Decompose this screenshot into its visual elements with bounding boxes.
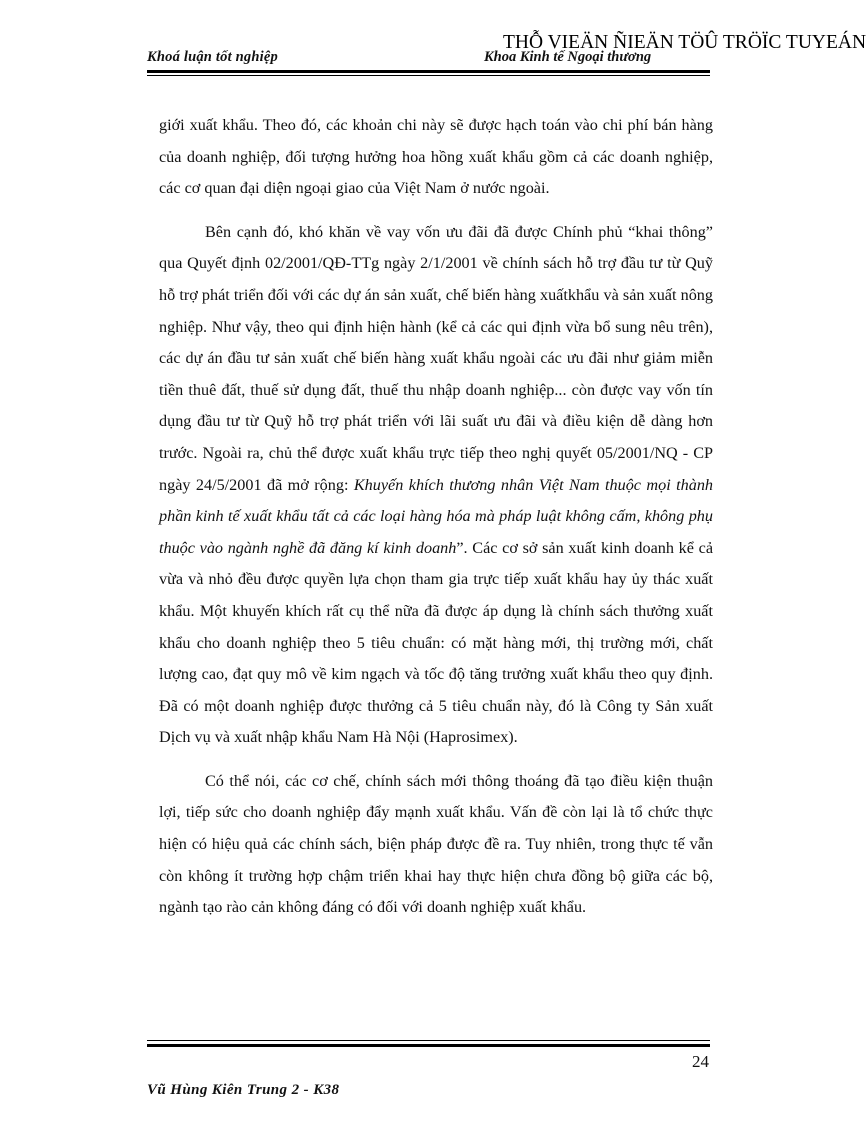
footer-rule-thick: [147, 1044, 710, 1047]
paragraph-1: giới xuất khẩu. Theo đó, các khoản chi này sẽ được hạch toán vào chi phí bán hàng của doanh nghiệp, đối tượng hưởng hoa hồng xuất khẩu gồm cả các doanh nghiệp, các cơ quan đại diện ngoại giao của Việt Nam ở nước ngoài.: [159, 116, 713, 198]
author-name: Vũ Hùng Kiên Trung 2 - K38: [147, 1082, 340, 1098]
footer-rule-thin: [147, 1040, 710, 1041]
header-rule-thick: [147, 70, 710, 73]
header-rule-thin: [147, 75, 710, 76]
page-number: 24: [692, 1052, 709, 1071]
header-faculty-label: Khoa Kinh tế Ngoại thương: [484, 49, 652, 65]
paragraph-2-quote: Khuyến khích thương nhân Việt Nam thuộc mọi thành phần kinh tế xuất khẩu tất cả các loại hàng hóa mà pháp luật không cấm, không phụ thuộc vào ngành nghề đã đăng kí kinh doanh: [159, 475, 714, 557]
library-watermark: THỖ VIEÄN ÑIEÄN TÖÛ TRÖÏC TUYEÁN: [503, 32, 866, 53]
document-body: [159, 110, 713, 924]
header-thesis-label: Khoá luận tốt nghiệp: [147, 49, 278, 65]
paragraph-2-tail: ”. Các cơ sở sản xuất kinh doanh kể cả vừa và nhỏ đều được quyền lựa chọn tham gia trực tiếp xuất khẩu hay ủy thác xuất khẩu. Một khuyến khích rất cụ thể nữa đã được áp dụng là chính sách thưởng xuất khẩu cho doanh nghiệp theo 5 tiêu chuẩn: có mặt hàng mới, thị trường mới, chất lượng cao, đạt quy mô về kim ngạch và tốc độ tăng trưởng xuất khẩu theo quy định. Đã có một doanh nghiệp được thưởng cả 5 tiêu chuẩn này, đó là Công ty Sản xuất Dịch vụ và xuất nhập khẩu Nam Hà Nội (Haprosimex).: [159, 538, 714, 747]
paragraph-2-lead: Bên cạnh đó, khó khăn về vay vốn ưu đãi đã được Chính phủ “khai thông” qua Quyết định 02/2001/QĐ-TTg ngày 2/1/2001 về chính sách hỗ trợ đầu tư từ Quỹ hỗ trợ phát triển đối với các dự án sản xuất, chế biến hàng xuấtkhẩu và sản xuất nông nghiệp. Như vậy, theo qui định hiện hành (kể cả các qui định vừa bổ sung nêu trên), các dự án đầu tư sản xuất chế biến hàng xuất khẩu ngoài các ưu đãi như giảm miễn tiền thuê đất, thuế sử dụng đất, thuế thu nhập doanh nghiệp... còn được vay vốn tín dụng đầu tư từ Quỹ hỗ trợ phát triển với lãi suất ưu đãi và điều kiện dễ dàng hơn trước. Ngoài ra, chủ thể được xuất khẩu trực tiếp theo nghị quyết 05/2001/NQ - CP ngày 24/5/2001 đã mở rộng:: [159, 222, 713, 494]
paragraph-2: [159, 217, 713, 754]
paragraph-3: Có thể nói, các cơ chế, chính sách mới thông thoáng đã tạo điều kiện thuận lợi, tiếp sức cho doanh nghiệp đẩy mạnh xuất khẩu. Vấn đề còn lại là tổ chức thực hiện có hiệu quả các chính sách, biện pháp được đề ra. Tuy nhiên, trong thực tế vẫn còn không ít trường hợp chậm triển khai hay thực hiện chưa đồng bộ giữa các bộ, ngành tạo rào cản không đáng có đối với doanh nghiệp xuất khẩu.: [159, 771, 713, 917]
